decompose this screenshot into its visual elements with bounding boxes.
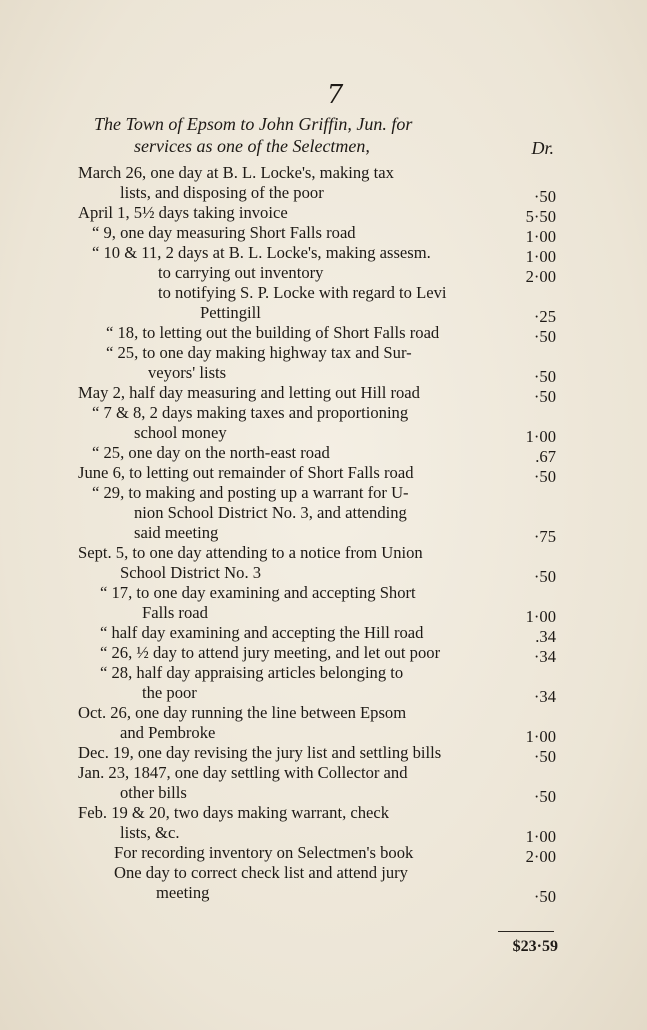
ledger-entry xyxy=(78,863,560,906)
entry-text-line: “ 10 & 11, 2 days at B. L. Locke's, making assesm. xyxy=(92,243,431,262)
entry-text-line: “ 25, one day on the north-east road xyxy=(92,443,330,462)
entry-text-line: April 1, 5½ days taking invoice xyxy=(78,203,288,222)
entry-amount: ·50 xyxy=(533,467,556,486)
entry-text-line: “ 7 & 8, 2 days making taxes and proportioning xyxy=(92,403,409,422)
entry-amount: ·75 xyxy=(533,527,556,546)
account-total: $23·59 xyxy=(512,938,558,955)
entry-amount: ·50 xyxy=(533,787,556,806)
entry-amount: .67 xyxy=(535,447,556,466)
ledger-entry xyxy=(78,463,560,486)
ledger-entry xyxy=(78,663,560,706)
ledger-entry xyxy=(78,583,560,626)
entry-amount: ·25 xyxy=(533,307,556,326)
entry-amount: 2·00 xyxy=(525,267,556,286)
ledger-entry xyxy=(78,803,560,846)
entry-text-line: “ 9, one day measuring Short Falls road xyxy=(92,223,356,242)
entry-amount: 1·00 xyxy=(525,607,556,626)
entry-amount: 1·00 xyxy=(525,427,556,446)
entry-text-line: Oct. 26, one day running the line between Epsom xyxy=(78,703,407,722)
entry-amount: ·50 xyxy=(533,567,556,586)
entry-text-line: Sept. 5, to one day attending to a notice from Union xyxy=(78,543,423,562)
ledger-entry xyxy=(78,383,560,406)
entry-text-line: June 6, to letting out remainder of Short Falls road xyxy=(78,463,414,482)
ledger-entry xyxy=(78,223,560,246)
entry-amount: 2·00 xyxy=(525,847,556,866)
ledger-entry xyxy=(78,543,560,586)
total-rule xyxy=(498,931,554,932)
entry-text-line: veyors' lists xyxy=(148,363,227,382)
ledger-entry xyxy=(78,443,560,466)
entry-text-line: March 26, one day at B. L. Locke's, making tax xyxy=(78,163,394,182)
ledger-entry xyxy=(78,263,560,286)
entry-text-line: Feb. 19 & 20, two days making warrant, check xyxy=(78,803,390,822)
entry-text-line: Jan. 23, 1847, one day settling with Collector and xyxy=(78,763,408,782)
entry-amount: ·34 xyxy=(533,647,556,666)
entry-text-line: other bills xyxy=(120,783,187,802)
ledger-entry xyxy=(78,483,560,546)
entry-text-line: to carrying out inventory xyxy=(158,263,324,282)
entry-amount: ·50 xyxy=(533,747,556,766)
entry-text-line: “ half day examining and accepting the Hill road xyxy=(100,623,424,642)
entry-text-line: to notifying S. P. Locke with regard to Levi xyxy=(158,283,447,302)
entry-text-line: “ 17, to one day examining and accepting Short xyxy=(100,583,416,602)
entry-amount: 5·50 xyxy=(525,207,556,226)
ledger-entry xyxy=(78,743,560,766)
entry-text-line: “ 25, to one day making highway tax and Sur- xyxy=(106,343,412,362)
account-heading xyxy=(94,113,564,157)
ledger-entry xyxy=(78,203,560,226)
entry-text-line: “ 26, ½ day to attend jury meeting, and let out poor xyxy=(100,643,441,662)
ledger-entry xyxy=(78,343,560,386)
entry-text-line: For recording inventory on Selectmen's book xyxy=(114,843,414,862)
ledger-entry xyxy=(78,323,560,346)
entry-text-line: nion School District No. 3, and attending xyxy=(134,503,407,522)
ledger-entry xyxy=(78,283,560,326)
entry-text-line: Dec. 19, one day revising the jury list and settling bills xyxy=(78,743,442,762)
entry-text-line: and Pembroke xyxy=(120,723,216,742)
entry-text-line: lists, &c. xyxy=(120,823,180,842)
entry-text-line: School District No. 3 xyxy=(120,563,262,582)
ledger-entry xyxy=(78,163,560,206)
ledger-entry xyxy=(78,243,560,266)
ledger-entry xyxy=(78,843,560,866)
entry-amount: ·34 xyxy=(533,687,556,706)
ledger-entry xyxy=(78,643,560,666)
entry-amount: .34 xyxy=(535,627,556,646)
entry-text-line: Falls road xyxy=(142,603,208,622)
entry-text-line: May 2, half day measuring and letting out Hill road xyxy=(78,383,420,402)
entry-amount: 1·00 xyxy=(525,727,556,746)
entry-text-line: One day to correct check list and attend jury xyxy=(114,863,408,882)
entry-text-line: “ 28, half day appraising articles belonging to xyxy=(100,663,404,682)
entry-text-line: the poor xyxy=(142,683,197,702)
ledger-entry xyxy=(78,623,560,646)
account-entries xyxy=(78,163,560,906)
entry-amount: ·50 xyxy=(533,327,556,346)
entry-text-line: said meeting xyxy=(134,523,219,542)
entry-amount: ·50 xyxy=(533,387,556,406)
entry-amount: ·50 xyxy=(533,187,556,206)
heading-line-2: services as one of the Selectmen, xyxy=(134,136,370,156)
ledger-entry xyxy=(78,763,560,806)
entry-amount: 1·00 xyxy=(525,227,556,246)
entry-text-line: lists, and disposing of the poor xyxy=(120,183,324,202)
entry-amount: 1·00 xyxy=(525,247,556,266)
page-number: 7 xyxy=(326,80,344,110)
entry-text-line: Pettingill xyxy=(200,303,261,322)
entry-text-line: “ 29, to making and posting up a warrant for U- xyxy=(92,483,409,502)
entry-text-line: “ 18, to letting out the building of Short Falls road xyxy=(106,323,440,342)
debit-label: Dr. xyxy=(531,138,554,158)
ledger-entry xyxy=(78,703,560,746)
entry-text-line: school money xyxy=(134,423,227,442)
heading-line-1: The Town of Epsom to John Griffin, Jun. for xyxy=(94,114,413,134)
entry-amount: ·50 xyxy=(533,367,556,386)
ledger-entry xyxy=(78,403,560,446)
entry-amount: ·50 xyxy=(533,887,556,906)
entry-amount: 1·00 xyxy=(525,827,556,846)
entry-text-line: meeting xyxy=(156,883,210,902)
